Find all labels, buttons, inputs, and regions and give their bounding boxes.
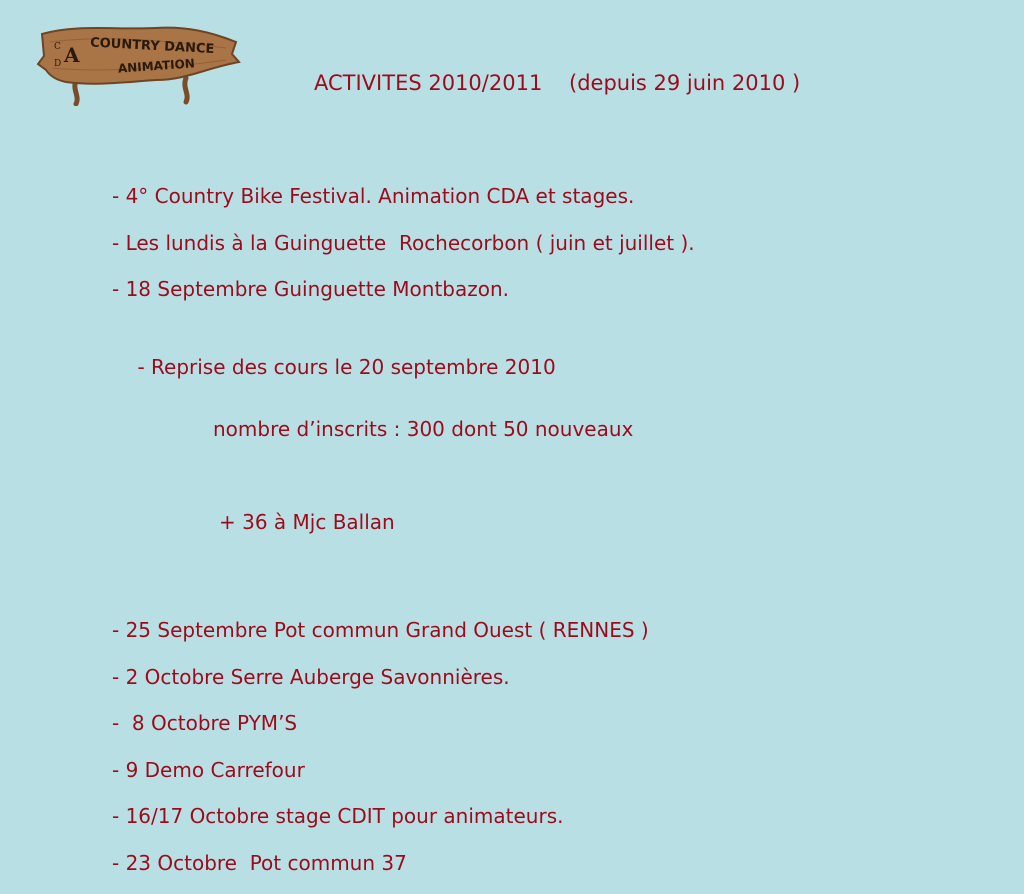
- list-item-subline: nombre d’inscrits : 300 dont 50 nouveaux: [213, 416, 634, 441]
- list-item-text: - 18 Septembre Guinguette Montbazon.: [112, 277, 510, 301]
- list-item-text: - 23 Octobre Pot commun 37: [112, 850, 407, 875]
- svg-text:COUNTRY DANCE: COUNTRY DANCE: [89, 35, 215, 58]
- list-item-text: - 9 Demo Carrefour: [112, 757, 305, 782]
- svg-text:ANIMATION: ANIMATION: [117, 56, 196, 76]
- wooden-sign-icon: [36, 20, 242, 106]
- svg-text:D: D: [54, 59, 62, 69]
- list-item-text: - 25 Septembre Pot commun Grand Ouest ( RENNES ): [112, 618, 649, 642]
- list-item: [112, 755, 992, 786]
- list-item-text: - Les lundis à la Guinguette Rochecorbon ( juin et juillet ).: [112, 230, 695, 255]
- list-item: [112, 228, 992, 259]
- list-item: [112, 615, 992, 646]
- svg-text:C: C: [54, 42, 61, 52]
- list-item-text: - 16/17 Octobre stage CDIT pour animateurs.: [112, 804, 564, 828]
- list-item: [112, 321, 992, 600]
- page-title: ACTIVITES 2010/2011 (depuis 29 juin 2010 ): [314, 71, 801, 95]
- country-dance-animation-logo: [36, 20, 242, 106]
- list-item-text: - 8 Octobre PYM’S: [112, 711, 298, 735]
- list-item-subline: + 36 à Mjc Ballan: [219, 509, 395, 534]
- activities-list: [112, 181, 992, 894]
- svg-text:A: A: [64, 43, 80, 67]
- list-item: [112, 274, 992, 305]
- list-item-text: - 2 Octobre Serre Auberge Savonnières.: [112, 664, 510, 689]
- list-item: [112, 708, 992, 739]
- list-item: [112, 181, 992, 212]
- list-item-text: - Reprise des cours le 20 septembre 2010: [137, 354, 556, 379]
- list-item: [112, 801, 992, 832]
- list-item: [112, 662, 992, 693]
- list-item: [112, 848, 992, 879]
- list-item-text: - 4° Country Bike Festival. Animation CDA et stages.: [112, 184, 635, 208]
